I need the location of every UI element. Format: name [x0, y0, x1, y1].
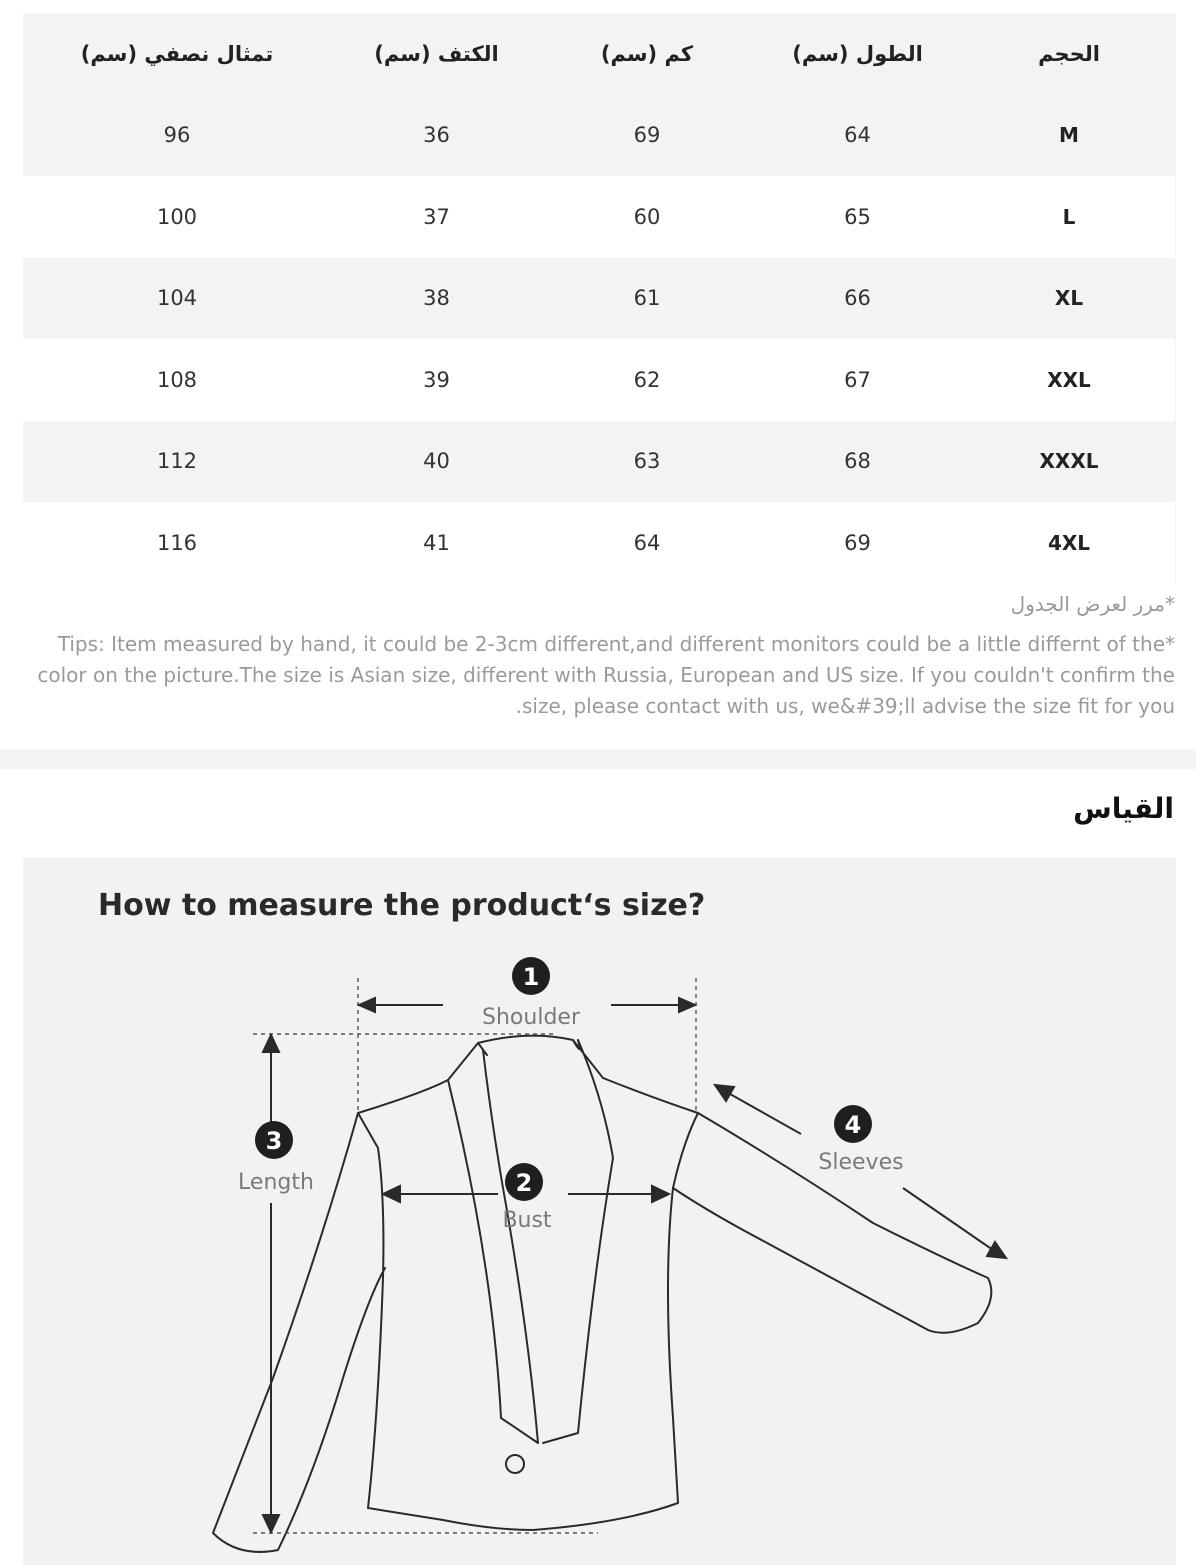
jacket-outline — [358, 1036, 698, 1530]
header-size: الحجم — [1038, 41, 1100, 66]
table-row — [23, 258, 1175, 340]
sleeve-cell: 61 — [633, 286, 661, 311]
bust-cell: 108 — [156, 367, 198, 392]
marker-length — [255, 1121, 293, 1159]
header-length: الطول (سم) — [792, 41, 923, 66]
shoulder-cell: 40 — [423, 449, 450, 474]
length-cell: 64 — [844, 123, 871, 148]
table-row — [23, 502, 1175, 584]
measure-guide-heading: How to measure the product‘s size? — [98, 888, 706, 923]
label-bust: Bust — [502, 1208, 552, 1233]
shoulder-cell: 37 — [423, 204, 450, 229]
size-cell: XXXL — [1039, 449, 1099, 474]
shoulder-cell: 38 — [423, 286, 450, 311]
bust-cell: 116 — [156, 530, 198, 555]
bust-cell: 100 — [156, 204, 198, 229]
svg-text:4: 4 — [844, 1111, 862, 1139]
length-cell: 68 — [844, 449, 871, 474]
label-length: Length — [238, 1170, 314, 1195]
bust-cell: 112 — [156, 449, 198, 474]
bust-cell: 104 — [156, 286, 198, 311]
header-shoulder: الكتف (سم) — [374, 41, 499, 66]
table-row — [23, 176, 1175, 258]
length-cell: 69 — [844, 530, 871, 555]
scroll-hint: *مرر لعرض الجدول — [1010, 592, 1175, 616]
svg-text:3: 3 — [265, 1127, 283, 1155]
table-header-row — [23, 13, 1175, 95]
sleeve-cell: 60 — [633, 204, 661, 229]
marker-bust — [505, 1163, 543, 1201]
right-sleeve — [673, 1113, 991, 1333]
size-table-container — [23, 13, 1176, 584]
shoulder-cell: 39 — [423, 367, 450, 392]
table-row — [23, 95, 1175, 177]
header-bust: تمثال نصفي (سم) — [80, 41, 274, 66]
section-divider — [0, 749, 1196, 769]
size-cell: 4XL — [1047, 530, 1091, 555]
marker-sleeves — [834, 1105, 872, 1143]
measurement-guide-image — [23, 858, 1176, 1565]
size-table — [23, 13, 1175, 584]
collar — [478, 1040, 580, 1055]
size-cell: XXL — [1047, 367, 1091, 392]
table-row — [23, 339, 1175, 421]
sleeve-cell: 64 — [633, 530, 661, 555]
shoulder-cell: 36 — [423, 123, 450, 148]
header-sleeve: كم (سم) — [600, 41, 694, 66]
length-cell: 65 — [844, 204, 871, 229]
length-cell: 67 — [844, 367, 871, 392]
jacket-diagram — [23, 858, 1176, 1565]
sleeve-cell: 63 — [633, 449, 661, 474]
sleeve-cell: 62 — [633, 367, 661, 392]
button — [506, 1455, 524, 1473]
size-cell: M — [1059, 123, 1079, 148]
shoulder-cell: 41 — [423, 530, 450, 555]
size-cell: L — [1062, 204, 1076, 229]
lapel-right — [543, 1040, 613, 1443]
measurement-section-title: القياس — [1073, 792, 1174, 825]
sizing-tips: *Tips: Item measured by hand, it could be 2-3cm different,and different monitors could be a little differnt of the color on the picture.The size is Asian size, different with Russia, European and US size. If you couldn't confirm the size, please contact with us, we&#39;ll advise the size fit for you. — [37, 632, 1175, 718]
marker-shoulder — [512, 957, 550, 995]
label-shoulder: Shoulder — [482, 1005, 580, 1030]
svg-text:1: 1 — [522, 963, 540, 991]
lapel-left — [448, 1050, 538, 1443]
sleeve-cell: 69 — [633, 123, 661, 148]
label-sleeves: Sleeves — [818, 1150, 904, 1175]
table-row — [23, 421, 1175, 503]
svg-text:2: 2 — [515, 1169, 533, 1197]
bust-cell: 96 — [163, 123, 191, 148]
size-cell: XL — [1054, 286, 1084, 311]
length-cell: 66 — [844, 286, 871, 311]
